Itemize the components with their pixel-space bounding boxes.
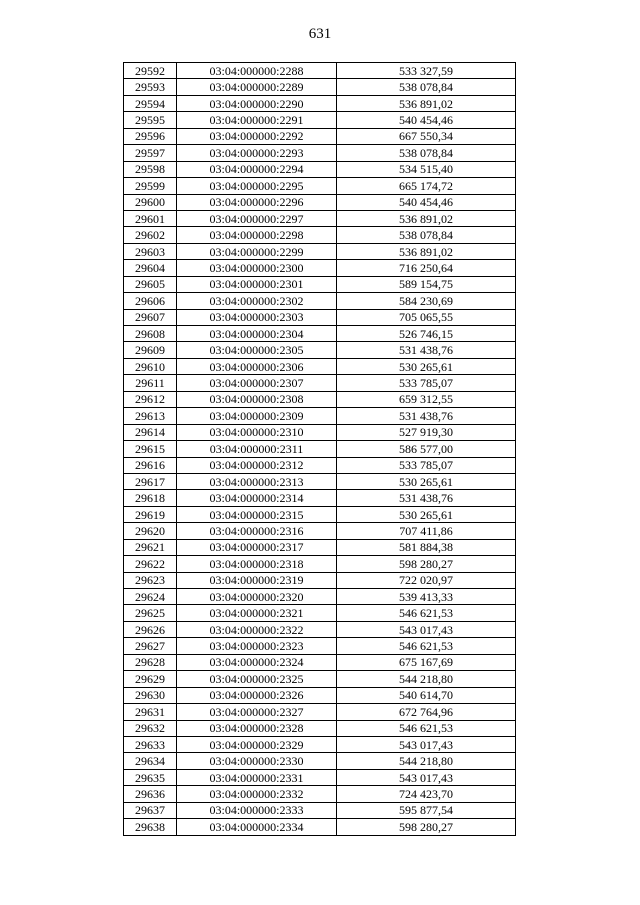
table-row (124, 490, 516, 506)
table-row (124, 556, 516, 572)
row-number-cell: 29617 (124, 473, 177, 489)
table-row (124, 391, 516, 407)
amount-cell: 531 438,76 (337, 342, 516, 358)
table-row (124, 441, 516, 457)
row-number-cell: 29618 (124, 490, 177, 506)
cadastral-number-cell: 03:04:000000:2310 (177, 424, 337, 440)
amount-cell: 533 785,07 (337, 457, 516, 473)
amount-cell: 595 877,54 (337, 802, 516, 818)
amount-cell: 544 218,80 (337, 671, 516, 687)
table-row (124, 145, 516, 161)
amount-cell: 589 154,75 (337, 276, 516, 292)
row-number-cell: 29625 (124, 605, 177, 621)
table-row (124, 128, 516, 144)
row-number-cell: 29598 (124, 161, 177, 177)
cadastral-number-cell: 03:04:000000:2302 (177, 293, 337, 309)
row-number-cell: 29596 (124, 128, 177, 144)
table-row (124, 605, 516, 621)
cadastral-number-cell: 03:04:000000:2292 (177, 128, 337, 144)
cadastral-number-cell: 03:04:000000:2325 (177, 671, 337, 687)
table-row (124, 736, 516, 752)
row-number-cell: 29634 (124, 753, 177, 769)
amount-cell: 586 577,00 (337, 441, 516, 457)
table-row (124, 819, 516, 835)
amount-cell: 531 438,76 (337, 408, 516, 424)
table-row (124, 342, 516, 358)
row-number-cell: 29614 (124, 424, 177, 440)
cadastral-number-cell: 03:04:000000:2300 (177, 260, 337, 276)
amount-cell: 546 621,53 (337, 720, 516, 736)
row-number-cell: 29594 (124, 95, 177, 111)
table-row (124, 375, 516, 391)
table-row (124, 178, 516, 194)
amount-cell: 536 891,02 (337, 243, 516, 259)
amount-cell: 543 017,43 (337, 769, 516, 785)
amount-cell: 598 280,27 (337, 819, 516, 835)
row-number-cell: 29636 (124, 786, 177, 802)
amount-cell: 543 017,43 (337, 621, 516, 637)
amount-cell: 531 438,76 (337, 490, 516, 506)
cadastral-number-cell: 03:04:000000:2308 (177, 391, 337, 407)
row-number-cell: 29601 (124, 210, 177, 226)
row-number-cell: 29621 (124, 539, 177, 555)
amount-cell: 598 280,27 (337, 556, 516, 572)
amount-cell: 722 020,97 (337, 572, 516, 588)
amount-cell: 546 621,53 (337, 638, 516, 654)
table-row (124, 194, 516, 210)
cadastral-number-cell: 03:04:000000:2334 (177, 819, 337, 835)
row-number-cell: 29631 (124, 704, 177, 720)
row-number-cell: 29633 (124, 736, 177, 752)
amount-cell: 546 621,53 (337, 605, 516, 621)
row-number-cell: 29612 (124, 391, 177, 407)
cadastral-number-cell: 03:04:000000:2329 (177, 736, 337, 752)
table-row (124, 112, 516, 128)
cadastral-number-cell: 03:04:000000:2290 (177, 95, 337, 111)
table-row (124, 654, 516, 670)
row-number-cell: 29635 (124, 769, 177, 785)
cadastral-number-cell: 03:04:000000:2315 (177, 506, 337, 522)
cadastral-number-cell: 03:04:000000:2333 (177, 802, 337, 818)
table-row (124, 457, 516, 473)
row-number-cell: 29626 (124, 621, 177, 637)
table-row (124, 210, 516, 226)
cadastral-number-cell: 03:04:000000:2309 (177, 408, 337, 424)
table-row (124, 326, 516, 342)
cadastral-number-cell: 03:04:000000:2331 (177, 769, 337, 785)
table-row (124, 572, 516, 588)
row-number-cell: 29624 (124, 589, 177, 605)
amount-cell: 667 550,34 (337, 128, 516, 144)
cadastral-number-cell: 03:04:000000:2297 (177, 210, 337, 226)
table-row (124, 309, 516, 325)
table-row (124, 243, 516, 259)
amount-cell: 716 250,64 (337, 260, 516, 276)
amount-cell: 724 423,70 (337, 786, 516, 802)
amount-cell: 540 614,70 (337, 687, 516, 703)
amount-cell: 581 884,38 (337, 539, 516, 555)
table-row (124, 276, 516, 292)
amount-cell: 675 167,69 (337, 654, 516, 670)
cadastral-number-cell: 03:04:000000:2288 (177, 63, 337, 79)
cadastral-number-cell: 03:04:000000:2293 (177, 145, 337, 161)
amount-cell: 540 454,46 (337, 194, 516, 210)
row-number-cell: 29604 (124, 260, 177, 276)
cadastral-number-cell: 03:04:000000:2298 (177, 227, 337, 243)
table-row (124, 260, 516, 276)
amount-cell: 530 265,61 (337, 473, 516, 489)
row-number-cell: 29615 (124, 441, 177, 457)
amount-cell: 536 891,02 (337, 95, 516, 111)
table-row (124, 506, 516, 522)
table-row (124, 539, 516, 555)
amount-cell: 705 065,55 (337, 309, 516, 325)
row-number-cell: 29606 (124, 293, 177, 309)
cadastral-number-cell: 03:04:000000:2312 (177, 457, 337, 473)
cadastral-number-cell: 03:04:000000:2306 (177, 358, 337, 374)
row-number-cell: 29627 (124, 638, 177, 654)
cadastral-number-cell: 03:04:000000:2318 (177, 556, 337, 572)
cadastral-number-cell: 03:04:000000:2326 (177, 687, 337, 703)
cadastral-number-cell: 03:04:000000:2313 (177, 473, 337, 489)
row-number-cell: 29597 (124, 145, 177, 161)
row-number-cell: 29632 (124, 720, 177, 736)
page-number: 631 (308, 26, 332, 42)
cadastral-number-cell: 03:04:000000:2307 (177, 375, 337, 391)
row-number-cell: 29595 (124, 112, 177, 128)
cadastral-number-cell: 03:04:000000:2289 (177, 79, 337, 95)
table-row (124, 473, 516, 489)
cadastral-number-cell: 03:04:000000:2320 (177, 589, 337, 605)
cadastral-number-cell: 03:04:000000:2317 (177, 539, 337, 555)
cadastral-number-cell: 03:04:000000:2323 (177, 638, 337, 654)
cadastral-number-cell: 03:04:000000:2332 (177, 786, 337, 802)
row-number-cell: 29637 (124, 802, 177, 818)
amount-cell: 659 312,55 (337, 391, 516, 407)
table-row (124, 786, 516, 802)
table-row (124, 621, 516, 637)
cadastral-number-cell: 03:04:000000:2314 (177, 490, 337, 506)
table-row (124, 687, 516, 703)
table-row (124, 227, 516, 243)
table-row (124, 671, 516, 687)
row-number-cell: 29622 (124, 556, 177, 572)
table-row (124, 358, 516, 374)
cadastral-number-cell: 03:04:000000:2291 (177, 112, 337, 128)
amount-cell: 533 327,59 (337, 63, 516, 79)
row-number-cell: 29605 (124, 276, 177, 292)
cadastral-number-cell: 03:04:000000:2301 (177, 276, 337, 292)
amount-cell: 584 230,69 (337, 293, 516, 309)
cadastral-number-cell: 03:04:000000:2311 (177, 441, 337, 457)
amount-cell: 707 411,86 (337, 523, 516, 539)
row-number-cell: 29599 (124, 178, 177, 194)
row-number-cell: 29628 (124, 654, 177, 670)
table-row (124, 802, 516, 818)
table-body (124, 63, 516, 836)
cadastral-number-cell: 03:04:000000:2295 (177, 178, 337, 194)
amount-cell: 672 764,96 (337, 704, 516, 720)
amount-cell: 526 746,15 (337, 326, 516, 342)
amount-cell: 538 078,84 (337, 145, 516, 161)
cadastral-number-cell: 03:04:000000:2319 (177, 572, 337, 588)
row-number-cell: 29638 (124, 819, 177, 835)
cadastral-number-cell: 03:04:000000:2330 (177, 753, 337, 769)
table-row (124, 424, 516, 440)
amount-cell: 530 265,61 (337, 358, 516, 374)
row-number-cell: 29593 (124, 79, 177, 95)
row-number-cell: 29616 (124, 457, 177, 473)
row-number-cell: 29611 (124, 375, 177, 391)
table-row (124, 293, 516, 309)
cadastral-number-cell: 03:04:000000:2296 (177, 194, 337, 210)
table-row (124, 523, 516, 539)
table-row (124, 769, 516, 785)
amount-cell: 538 078,84 (337, 227, 516, 243)
cadastral-number-cell: 03:04:000000:2321 (177, 605, 337, 621)
table-row (124, 638, 516, 654)
row-number-cell: 29629 (124, 671, 177, 687)
cadastral-number-cell: 03:04:000000:2294 (177, 161, 337, 177)
amount-cell: 543 017,43 (337, 736, 516, 752)
table-row (124, 704, 516, 720)
amount-cell: 540 454,46 (337, 112, 516, 128)
table-row (124, 720, 516, 736)
cadastral-number-cell: 03:04:000000:2327 (177, 704, 337, 720)
amount-cell: 544 218,80 (337, 753, 516, 769)
row-number-cell: 29603 (124, 243, 177, 259)
table-row (124, 589, 516, 605)
cadastral-number-cell: 03:04:000000:2305 (177, 342, 337, 358)
cadastral-number-cell: 03:04:000000:2303 (177, 309, 337, 325)
amount-cell: 530 265,61 (337, 506, 516, 522)
table-row (124, 63, 516, 79)
amount-cell: 536 891,02 (337, 210, 516, 226)
table-row (124, 161, 516, 177)
amount-cell: 539 413,33 (337, 589, 516, 605)
row-number-cell: 29630 (124, 687, 177, 703)
cadastral-number-cell: 03:04:000000:2324 (177, 654, 337, 670)
row-number-cell: 29602 (124, 227, 177, 243)
data-table (123, 62, 516, 836)
row-number-cell: 29607 (124, 309, 177, 325)
cadastral-number-cell: 03:04:000000:2304 (177, 326, 337, 342)
cadastral-number-cell: 03:04:000000:2316 (177, 523, 337, 539)
amount-cell: 665 174,72 (337, 178, 516, 194)
row-number-cell: 29600 (124, 194, 177, 210)
amount-cell: 527 919,30 (337, 424, 516, 440)
amount-cell: 534 515,40 (337, 161, 516, 177)
cadastral-number-cell: 03:04:000000:2328 (177, 720, 337, 736)
amount-cell: 533 785,07 (337, 375, 516, 391)
row-number-cell: 29592 (124, 63, 177, 79)
cadastral-number-cell: 03:04:000000:2299 (177, 243, 337, 259)
row-number-cell: 29613 (124, 408, 177, 424)
row-number-cell: 29623 (124, 572, 177, 588)
row-number-cell: 29619 (124, 506, 177, 522)
row-number-cell: 29610 (124, 358, 177, 374)
table-row (124, 753, 516, 769)
row-number-cell: 29608 (124, 326, 177, 342)
table-row (124, 408, 516, 424)
row-number-cell: 29609 (124, 342, 177, 358)
row-number-cell: 29620 (124, 523, 177, 539)
table-row (124, 95, 516, 111)
cadastral-number-cell: 03:04:000000:2322 (177, 621, 337, 637)
table-row (124, 79, 516, 95)
amount-cell: 538 078,84 (337, 79, 516, 95)
